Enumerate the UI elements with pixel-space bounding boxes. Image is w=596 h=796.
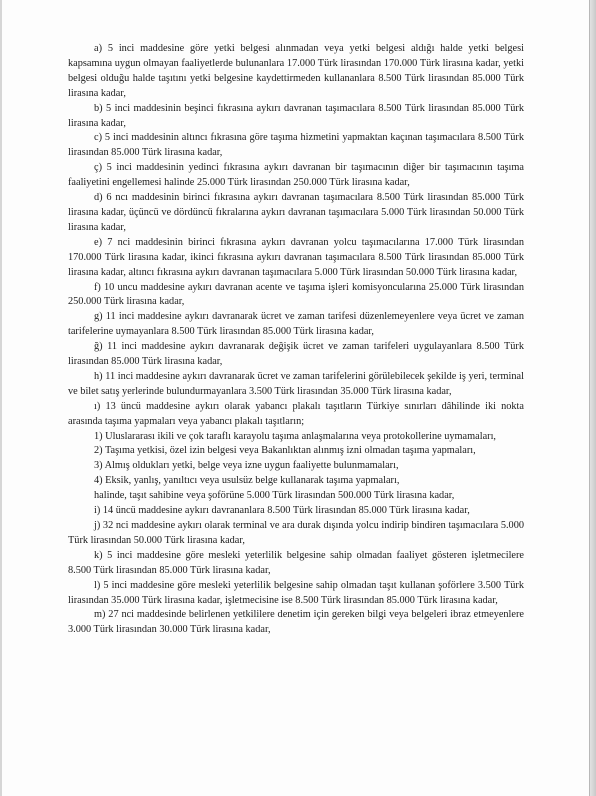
clause-dotless-i: ı) 13 üncü maddesine aykırı olarak yabancı plakalı taşıtların Türkiye sınırları dâhilinde iki nokta arasında taşıma yapmaları veya yabancı plakalı taşıtların; <box>68 400 524 427</box>
clause-i: i) 14 üncü maddesine aykırı davrananlara 8.500 Türk lirasından 85.000 Türk lirasına kadar, <box>94 505 470 517</box>
clause-m: m) 27 nci maddesinde belirlenen yetkililere denetim için gereken bilgi veya belgeleri ibraz etmeyenlere 3.000 Türk lirasından 30.000 Türk lirasına kadar, <box>68 609 524 636</box>
clause-d: d) 6 ncı maddesinin birinci fıkrasına aykırı davranan taşımacılara 8.500 Türk lirasından 85.000 Türk lirasına kadar, üçüncü ve dördüncü fıkralarına aykırı davranan taşımacılara 5.000 Türk lirasından 50.000 Türk lirasına kadar, <box>68 192 524 233</box>
clause-e: e) 7 nci maddesinin birinci fıkrasına aykırı davranan yolcu taşımacılarına 17.000 Türk lirasından 170.000 Türk lirasına kadar, ikinci fıkrasına aykırı davranan taşımacılara 8.500 Türk lirasından 85.000 Türk lirasına kadar, altıncı fıkrasına aykırı davranan taşımacılara 5.000 Türk lirasından 50.000 Türk lirasına kadar, <box>68 236 524 278</box>
page-left-edge <box>0 0 2 796</box>
sub-clause-1: 1) Uluslararası ikili ve çok taraflı karayolu taşıma anlaşmalarına veya protokollerine uymamaları, <box>94 430 497 442</box>
sub-clause-2: 2) Taşıma yetkisi, özel izin belgesi veya Bakanlıktan alınmış izni olmadan taşıma yapmaları, <box>94 445 476 457</box>
clause-a: a) 5 inci maddesine göre yetki belgesi alınmadan veya yetki belgesi aldığı halde yetki belgesi kapsamına uygun olmayan faaliyetlerde bulunanlara 17.000 Türk lirasından 170.000 Türk lirasına kadar, yetki belgesi olduğu halde taşıtını yetki belgesine kaydettirmeden kullananlara 8.500 Türk lirasından 85.000 Türk lirasına kadar, <box>68 43 524 99</box>
clause-c-cedilla: ç) 5 inci maddesinin yedinci fıkrasına aykırı davranan bir taşımacının diğer bir taşımacının taşıma faaliyetini engellemesi halinde 25.000 Türk lirasından 250.000 Türk lirasına kadar, <box>68 162 524 189</box>
clause-c: c) 5 inci maddesinin altıncı fıkrasına göre taşıma hizmetini yapmaktan kaçınan taşımacılara 8.500 Türk lirasından 85.000 Türk lirasına kadar, <box>68 132 524 159</box>
sub-clause-3: 3) Almış oldukları yetki, belge veya izne uygun faaliyette bulunmamaları, <box>94 460 399 472</box>
sub-clause-4: 4) Eksik, yanlış, yanıltıcı veya usulsüz belge kullanarak taşıma yapmaları, <box>94 475 400 487</box>
law-text-body <box>68 44 524 638</box>
clause-j: j) 32 nci maddesine aykırı olarak terminal ve ara durak dışında yolcu indirip bindiren taşımacılara 5.000 Türk lirasından 50.000 Türk lirasına kadar, <box>68 520 524 546</box>
clause-k: k) 5 inci maddesine göre mesleki yeterlilik belgesine sahip olmadan faaliyet gösteren işletmecilere 8.500 Türk lirasından 85.000 Türk lirasına kadar, <box>68 549 524 576</box>
clause-g: g) 11 inci maddesine aykırı davranarak ücret ve zaman tarifesi düzenlemeyenlere veya ücret ve zaman tarifelerine uymayanlara 8.500 Türk lirasından 85.000 Türk lirasına kadar, <box>68 311 524 338</box>
clause-f: f) 10 uncu maddesine aykırı davranan acente ve taşıma işleri komisyoncularına 25.000 Türk lirasından 250.000 Türk lirasına kadar, <box>68 281 524 308</box>
clause-h: h) 11 inci maddesine aykırı davranarak ücret ve zaman tarifelerini görülebilecek şekilde iş yeri, terminal ve bilet satış yerlerinde bulundurmayanlara 3.500 Türk lirasından 35.000 Türk lirasına kadar, <box>68 370 524 397</box>
clause-b: b) 5 inci maddesinin beşinci fıkrasına aykırı davranan taşımacılara 8.500 Türk lirasından 85.000 Türk lirasına kadar, <box>68 102 524 129</box>
sub-clause-conclusion: halinde, taşıt sahibine veya şoförüne 5.000 Türk lirasından 500.000 Türk lirasına kadar, <box>94 490 455 502</box>
page-right-edge <box>589 0 596 796</box>
clause-g-breve: ğ) 11 inci maddesine aykırı davranarak değişik ücret ve zaman tarifeleri uygulayanlara 8.500 Türk lirasından 85.000 Türk lirasına kadar, <box>68 341 524 368</box>
clause-l: l) 5 inci maddesine göre mesleki yeterlilik belgesine sahip olmadan taşıt kullanan şoförlere 3.500 Türk lirasından 35.000 Türk lirasına kadar, işletmecisine ise 8.500 Türk lirasından 85.000 Türk lirasına kadar, <box>68 579 524 606</box>
